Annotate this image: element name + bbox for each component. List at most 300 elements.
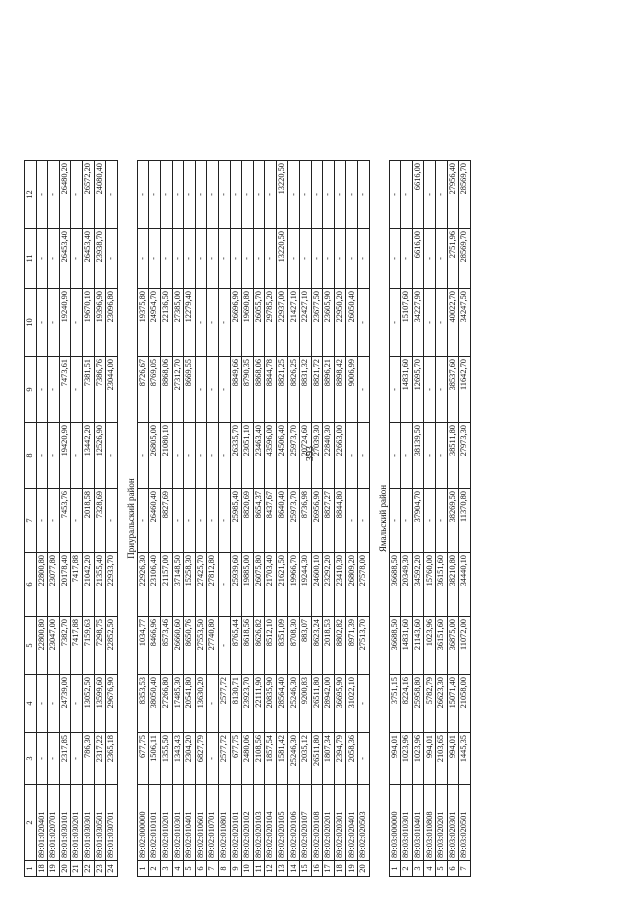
value-cell: - [106,229,118,289]
value-cell: 7417,88 [71,617,83,675]
section-title: Приуральский район [126,478,137,559]
table-row [311,161,323,877]
value-cell: - [218,357,230,423]
value-cell: 26511,80 [311,675,323,733]
value-cell: 21157,00 [160,553,172,617]
value-cell: 20178,40 [59,553,71,617]
row-number: 9 [230,861,242,877]
row-number: 20 [59,861,71,877]
value-cell: 34247,50 [459,289,471,357]
value-cell: 1807,34 [323,733,335,785]
value-cell: - [207,733,219,785]
value-cell: - [71,489,83,553]
value-cell: - [195,161,207,229]
value-cell: 23044,00 [106,357,118,423]
value-cell: - [184,229,196,289]
value-cell: 26055,70 [253,289,265,357]
value-cell: 34440,10 [459,553,471,617]
cadastral-quarter: 89:03:020501 [459,785,471,861]
row-number: 3 [160,861,172,877]
value-cell: 2304,20 [184,733,196,785]
value-cell: 8827,69 [160,489,172,553]
table-row [253,161,265,877]
row-number: 1 [389,861,401,877]
value-cell: 26660,60 [172,617,184,675]
value-cell: 786,30 [82,733,94,785]
column-header: 4 [25,675,37,733]
table-row [447,161,459,877]
value-cell: - [218,289,230,357]
value-cell: 1581,42 [276,733,288,785]
value-cell: 8130,71 [230,675,242,733]
row-number: 20 [358,861,370,877]
value-cell: 19885,00 [242,553,254,617]
value-cell: - [389,229,401,289]
value-cell: - [436,229,448,289]
value-cell: - [160,161,172,229]
column-header: 6 [25,553,37,617]
value-cell: 7159,63 [82,617,94,675]
value-cell: 994,01 [447,733,459,785]
value-cell: 12526,90 [94,423,106,489]
value-cell: 19966,70 [288,553,300,617]
value-cell: 2035,12 [300,733,312,785]
value-cell: - [389,423,401,489]
value-cell: 26809,20 [346,553,358,617]
column-header: 5 [25,617,37,675]
value-cell: - [334,229,346,289]
value-cell: 1355,50 [160,733,172,785]
value-cell: 11370,80 [459,489,471,553]
value-cell: 14831,60 [401,357,413,423]
value-cell: - [48,423,60,489]
value-cell: 8626,82 [253,617,265,675]
table-row [436,161,448,877]
table-row [401,161,413,877]
table-row [106,161,118,877]
cadastral-quarter: 89:02:020503 [358,785,370,861]
value-cell: 13220,50 [276,229,288,289]
value-cell: - [36,733,48,785]
cadastral-quarter: 89:02:020201 [323,785,335,861]
value-cell: - [48,161,60,229]
value-cell: - [48,489,60,553]
value-cell: 38511,80 [447,423,459,489]
value-cell: 29676,90 [106,675,118,733]
value-cell: 36151,60 [436,617,448,675]
cadastral-quarter: 89:02:020105 [276,785,288,861]
cadastral-quarter: 89:02:010401 [184,785,196,861]
value-cell: - [253,229,265,289]
value-cell: 8971,39 [346,617,358,675]
value-cell: - [137,423,149,489]
row-number: 6 [447,861,459,877]
table-row [71,161,83,877]
table-row [265,161,277,877]
value-cell: - [253,161,265,229]
value-cell: - [195,489,207,553]
value-cell: - [346,423,358,489]
section-title: Ямальский район [377,484,388,553]
row-number: 14 [288,861,300,877]
value-cell: 7298,75 [94,617,106,675]
row-number: 7 [207,861,219,877]
value-cell: - [401,423,413,489]
value-cell: 43596,00 [265,423,277,489]
value-cell: - [323,229,335,289]
value-cell: 2018,53 [323,617,335,675]
value-cell: 26335,70 [230,423,242,489]
value-cell: 19240,90 [59,289,71,357]
value-cell: 8827,27 [323,489,335,553]
value-cell: 8708,30 [288,617,300,675]
value-cell: - [172,161,184,229]
value-cell: 24954,70 [149,289,161,357]
value-cell: 25973,70 [288,423,300,489]
value-cell: 1023,96 [424,617,436,675]
value-cell: 26075,80 [253,553,265,617]
value-cell: - [288,229,300,289]
value-cell: - [160,229,172,289]
value-cell: 8820,69 [242,489,254,553]
cadastral-quarter: 89:01:030701 [106,785,118,861]
value-cell: 20724,60 [300,423,312,489]
cadastral-quarter: 89:02:020101 [230,785,242,861]
value-cell: - [265,229,277,289]
table-row [412,161,424,877]
value-cell: - [184,489,196,553]
value-cell: 22950,20 [334,289,346,357]
value-cell: 8640,40 [276,489,288,553]
value-cell: 22840,30 [323,423,335,489]
value-cell: - [358,289,370,357]
value-cell: 8769,05 [149,357,161,423]
value-cell: 8512,10 [265,617,277,675]
value-cell: - [207,423,219,489]
value-cell: - [48,289,60,357]
value-cell: 28569,70 [459,161,471,229]
value-cell: - [172,423,184,489]
value-cell: 8654,37 [253,489,265,553]
value-cell: 1023,96 [412,733,424,785]
value-cell: 7386,76 [94,357,106,423]
value-cell: 8844,78 [265,357,277,423]
value-cell: 25246,30 [288,675,300,733]
value-cell: 37148,50 [172,553,184,617]
value-cell: - [424,161,436,229]
row-number: 15 [300,861,312,877]
value-cell: 8802,82 [334,617,346,675]
value-cell: 13220,50 [276,161,288,229]
value-cell: - [184,423,196,489]
value-cell: 27973,30 [459,423,471,489]
value-cell: - [71,675,83,733]
value-cell: 19420,90 [59,423,71,489]
value-cell: 2365,18 [106,733,118,785]
value-cell: - [36,423,48,489]
row-number: 4 [424,861,436,877]
value-cell: 27578,00 [358,553,370,617]
spacer-row [117,161,126,877]
value-cell: 38537,60 [447,357,459,423]
value-cell: 26511,80 [311,733,323,785]
value-cell: 38269,50 [447,489,459,553]
value-cell: - [172,489,184,553]
value-cell: 25973,70 [288,489,300,553]
value-cell: 6616,00 [412,229,424,289]
value-cell: 2018,58 [82,489,94,553]
column-header: 7 [25,489,37,553]
cadastral-quarter: 89:02:020108 [311,785,323,861]
value-cell: - [424,289,436,357]
value-cell: 1857,54 [265,733,277,785]
value-cell: - [137,229,149,289]
row-number: 11 [253,861,265,877]
row-number: 7 [459,861,471,877]
value-cell: - [71,357,83,423]
section-title-row [126,161,138,877]
value-cell: - [184,161,196,229]
cadastral-quarter: 89:02:010201 [160,785,172,861]
value-cell: 24080,40 [94,161,106,229]
table-row [172,161,184,877]
value-cell: 883,07 [300,617,312,675]
row-number: 5 [436,861,448,877]
value-cell: 5782,79 [424,675,436,733]
value-cell: 7328,69 [94,489,106,553]
value-cell: - [300,161,312,229]
table-row [334,161,346,877]
value-cell: - [71,423,83,489]
row-number: 8 [218,861,230,877]
cadastral-quarter: 89:01:020701 [48,785,60,861]
value-cell: 27266,80 [160,675,172,733]
value-cell: 8351,09 [276,617,288,675]
value-cell: 2577,72 [218,675,230,733]
value-cell: - [424,229,436,289]
value-cell: - [71,229,83,289]
row-number: 2 [401,861,413,877]
table-row [218,161,230,877]
value-cell: 8821,25 [276,357,288,423]
value-cell: - [48,733,60,785]
value-cell: - [311,229,323,289]
value-cell: - [36,489,48,553]
value-cell: - [242,161,254,229]
table-row [459,161,471,877]
value-cell: 22136,50 [160,289,172,357]
row-number: 23 [94,861,106,877]
table-row [242,161,254,877]
table-row [160,161,172,877]
table-row [137,161,149,877]
value-cell: 40022,70 [447,289,459,357]
value-cell: - [207,675,219,733]
value-cell: 25958,80 [412,675,424,733]
value-cell: 27553,50 [195,617,207,675]
value-cell: 3751,15 [389,675,401,733]
value-cell: 26453,40 [59,229,71,289]
value-cell: 26453,40 [82,229,94,289]
value-cell: 8844,80 [334,489,346,553]
value-cell: 7382,70 [59,617,71,675]
value-cell: 8821,72 [311,357,323,423]
value-cell: 8765,44 [230,617,242,675]
value-cell: - [48,357,60,423]
value-cell: 9200,83 [300,675,312,733]
value-cell: - [36,229,48,289]
value-cell: - [265,161,277,229]
row-number: 6 [195,861,207,877]
value-cell: - [106,423,118,489]
value-cell: 8868,06 [253,357,265,423]
value-cell: - [242,229,254,289]
table-row [149,161,161,877]
value-cell: 37904,70 [412,489,424,553]
value-cell: 27312,70 [172,357,184,423]
value-cell: - [288,161,300,229]
value-cell: 21042,20 [82,553,94,617]
column-header: 1 [25,861,37,877]
value-cell: 21621,50 [276,553,288,617]
cadastral-quarter: 89:03:020201 [436,785,448,861]
value-cell: - [424,489,436,553]
page-number: 393 [305,446,316,461]
value-cell: - [207,489,219,553]
value-cell: 23292,20 [323,553,335,617]
value-cell: 23410,30 [334,553,346,617]
value-cell: 6616,00 [412,161,424,229]
value-cell: 8736,98 [300,489,312,553]
cadastral-quarter: 89:02:010101 [149,785,161,861]
cadastral-quarter: 89:01:030101 [59,785,71,861]
table-row [94,161,106,877]
cadastral-quarter: 89:01:030501 [94,785,106,861]
value-cell: - [218,423,230,489]
cadastral-quarter: 89:02:020301 [334,785,346,861]
value-cell: - [207,161,219,229]
value-cell: 25246,30 [288,733,300,785]
value-cell: - [207,357,219,423]
value-cell: 22800,80 [36,617,48,675]
value-cell: 677,75 [230,733,242,785]
table-row [195,161,207,877]
value-cell: 36151,60 [436,553,448,617]
value-cell: 19244,30 [300,553,312,617]
value-cell: 21143,60 [412,617,424,675]
value-cell: 25985,40 [230,489,242,553]
value-cell: 21355,40 [94,553,106,617]
cadastral-quarter: 89:02:000000 [137,785,149,861]
value-cell: 8868,06 [160,357,172,423]
value-cell: 8826,25 [288,357,300,423]
value-cell: - [218,489,230,553]
value-cell: 2317,85 [59,733,71,785]
value-cell: 26050,40 [346,289,358,357]
value-cell: - [71,733,83,785]
table-row [323,161,335,877]
value-cell: 1023,96 [401,733,413,785]
value-cell: 36688,50 [389,553,401,617]
value-cell: 7381,51 [82,357,94,423]
value-cell: - [71,161,83,229]
value-cell: 23096,80 [106,289,118,357]
value-cell: 22852,50 [106,617,118,675]
value-cell: - [207,229,219,289]
value-cell: 27740,80 [207,617,219,675]
value-cell: - [358,489,370,553]
value-cell: 2103,65 [436,733,448,785]
value-cell: - [358,675,370,733]
value-cell: 25939,60 [230,553,242,617]
table-row [82,161,94,877]
row-number: 1 [137,861,149,877]
value-cell: - [230,229,242,289]
value-cell: 8898,42 [334,357,346,423]
value-cell: - [358,357,370,423]
table-row [389,161,401,877]
value-cell: 6827,79 [195,733,207,785]
value-cell: 19375,80 [137,289,149,357]
value-cell: 27039,30 [311,423,323,489]
row-number: 22 [82,861,94,877]
value-cell: 23463,40 [253,423,265,489]
value-cell: 34227,90 [412,289,424,357]
value-cell: - [358,229,370,289]
value-cell: - [346,489,358,553]
value-cell: - [71,289,83,357]
value-cell: - [424,423,436,489]
value-cell: 15760,00 [424,553,436,617]
value-cell: - [195,357,207,423]
value-cell: 2751,96 [447,229,459,289]
value-cell: - [48,229,60,289]
value-cell: - [149,161,161,229]
value-cell: 2317,22 [94,733,106,785]
value-cell: - [48,675,60,733]
table-row [230,161,242,877]
value-cell: - [436,489,448,553]
value-cell: - [218,617,230,675]
cadastral-quarter: 89:02:010601 [195,785,207,861]
table-row [207,161,219,877]
row-number: 12 [265,861,277,877]
value-cell: 22663,00 [334,423,346,489]
table-row [36,161,48,877]
table-row [276,161,288,877]
cadastral-quarter: 89:03:000000 [389,785,401,861]
value-cell: 11642,70 [459,357,471,423]
value-cell: 7453,76 [59,489,71,553]
value-cell: 26572,20 [82,161,94,229]
cadastral-quarter: 89:02:010301 [172,785,184,861]
value-cell: - [218,229,230,289]
row-number: 10 [242,861,254,877]
value-cell: - [389,289,401,357]
value-cell: - [36,289,48,357]
value-cell: 21427,10 [288,289,300,357]
cadastral-quarter: 89:03:010808 [424,785,436,861]
value-cell: 2394,79 [334,733,346,785]
value-cell: - [311,161,323,229]
cadastral-quarter: 89:02:020401 [346,785,358,861]
table-row [300,161,312,877]
cadastral-quarter: 89:02:020106 [288,785,300,861]
value-cell: 21080,10 [160,423,172,489]
value-cell: 7473,61 [59,357,71,423]
value-cell: 9006,99 [346,357,358,423]
value-cell: 8726,67 [137,357,149,423]
